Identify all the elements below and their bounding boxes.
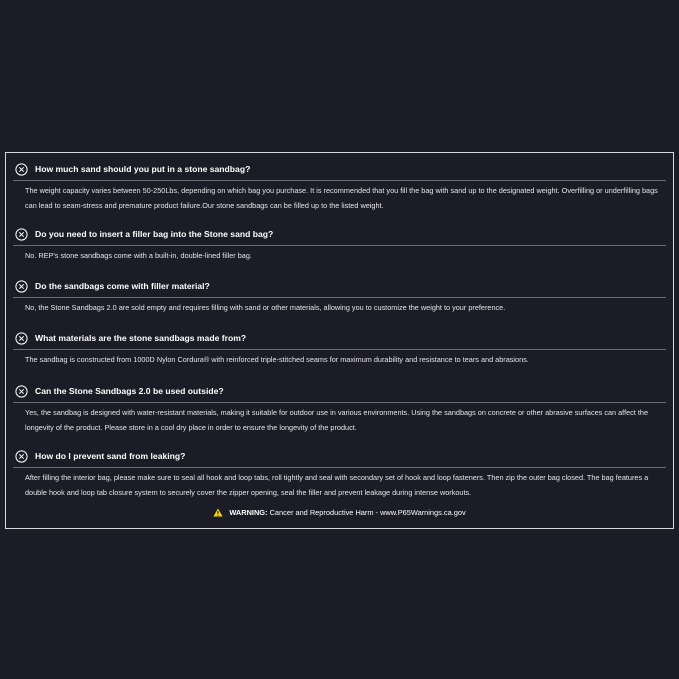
- faq-question: Do the sandbags come with filler material?: [35, 281, 210, 291]
- prop65-warning: [6, 508, 673, 517]
- collapse-circle-x-icon[interactable]: [15, 280, 28, 293]
- faq-question-row[interactable]: [13, 445, 666, 468]
- faq-answer: After filling the interior bag, please make sure to seal all hook and loop tabs, roll tightly and seal with secondary set of hook and loop fasteners. Then zip the outer bag closed. The bag features a double hook and loop tab closure system to securely cover the zipper opening, seal the filler and prevent leakage during intense workouts.: [25, 473, 649, 497]
- warning-text: Cancer and Reproductive Harm - www.P65Warnings.ca.gov: [269, 508, 466, 517]
- faq-question: Do you need to insert a filler bag into the Stone sand bag?: [35, 229, 274, 239]
- faq-answer: The weight capacity varies between 50-250Lbs, depending on which bag you purchase. It is recommended that you fill the bag with sand up to the designated weight. Overfilling or underfilling bags can lead to seam-stress and premature product failure.Our stone sandbags can be filled up to the listed weight.: [25, 186, 658, 210]
- faq-question: How much sand should you put in a stone sandbag?: [35, 164, 251, 174]
- faq-panel: [5, 152, 674, 529]
- faq-question: What materials are the stone sandbags made from?: [35, 333, 247, 343]
- collapse-circle-x-icon[interactable]: [15, 228, 28, 241]
- faq-answer: No, the Stone Sandbags 2.0 are sold empty and requires filling with sand or other materials, allowing you to customize the weight to your preference.: [25, 303, 506, 312]
- warning-label: WARNING:: [229, 508, 268, 517]
- faq-answer: The sandbag is constructed from 1000D Nylon Cordura® with reinforced triple-stitched seams for maximum durability and resistance to tears and abrasions.: [25, 355, 529, 364]
- faq-question: Can the Stone Sandbags 2.0 be used outside?: [35, 386, 224, 396]
- faq-question-row[interactable]: [13, 158, 666, 181]
- faq-question: How do I prevent sand from leaking?: [35, 451, 186, 461]
- collapse-circle-x-icon[interactable]: [15, 385, 28, 398]
- collapse-circle-x-icon[interactable]: [15, 450, 28, 463]
- faq-answer: Yes, the sandbag is designed with water-resistant materials, making it suitable for outdoor use in various environments. Using the sandbags on concrete or other abrasive surfaces can affect the longevity of the product. Please store in a cool dry place in order to ensure the longevity of the product.: [25, 408, 649, 432]
- faq-answer: No. REP's stone sandbags come with a built-in, double-lined filler bag.: [25, 251, 252, 260]
- faq-question-row[interactable]: [13, 327, 666, 350]
- collapse-circle-x-icon[interactable]: [15, 332, 28, 345]
- faq-question-row[interactable]: [13, 380, 666, 403]
- collapse-circle-x-icon[interactable]: [15, 163, 28, 176]
- warning-triangle-icon: [213, 508, 223, 517]
- faq-question-row[interactable]: [13, 275, 666, 298]
- faq-question-row[interactable]: [13, 223, 666, 246]
